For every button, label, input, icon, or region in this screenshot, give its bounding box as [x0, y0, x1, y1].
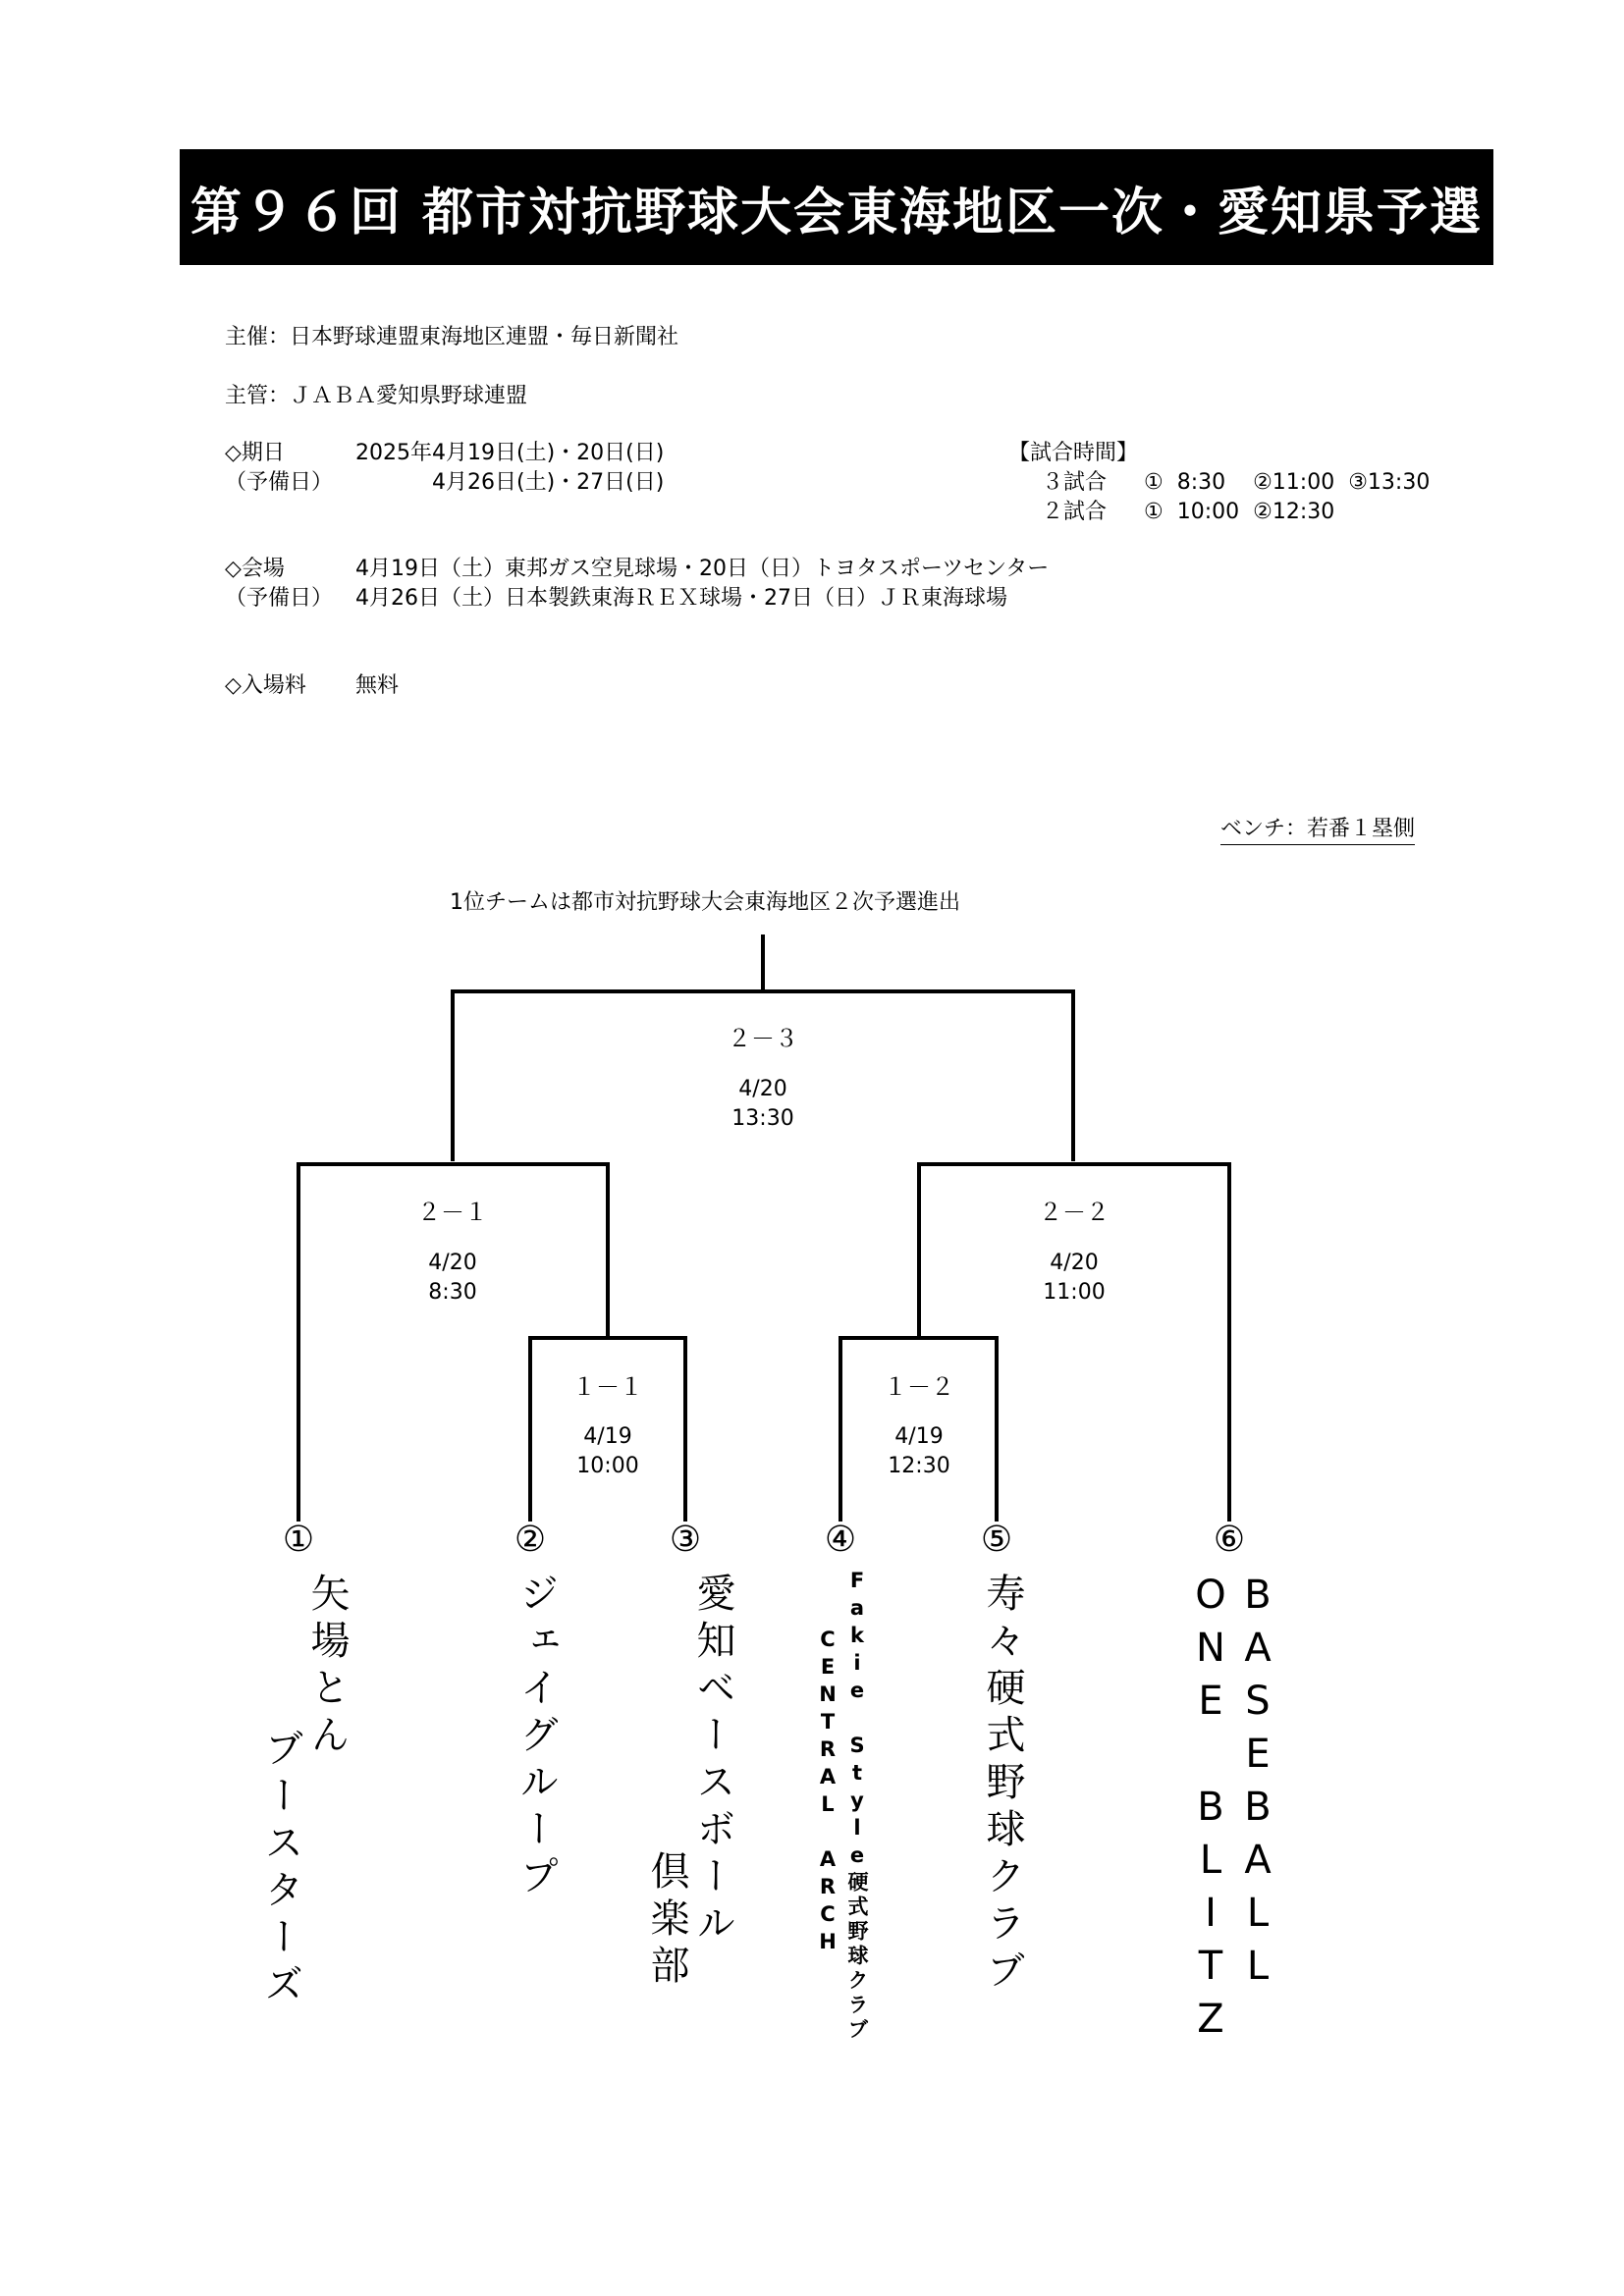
bench-note: ベンチ：若番１塁側 [1220, 812, 1415, 845]
team-4-name-line1: Fakie Style硬式野球クラブ [845, 1569, 869, 2043]
date-value: 2025年4月19日(土)・20日(日) [355, 441, 665, 465]
seed-4: ④ [824, 1520, 857, 1560]
team-3-name-line2: 倶楽部 [644, 1850, 689, 1992]
game-2-2-label: ２－２ [1039, 1199, 1110, 1226]
time-header: 【試合時間】 [1008, 441, 1139, 465]
game-1-1-label: １－１ [572, 1373, 643, 1401]
team-6-name-line1: BASEBALL [1235, 1573, 1280, 1997]
fee-value: 無料 [355, 673, 400, 698]
game-2-3-date: 4/20 [738, 1077, 787, 1101]
time-two-label: ２試合 [1042, 500, 1108, 524]
seed-6: ⑥ [1213, 1520, 1246, 1560]
team-5-name: 寿々硬式野球クラブ [980, 1573, 1025, 1997]
game-1-1-time: 10:00 [576, 1454, 639, 1478]
game-1-2-label: １－２ [884, 1373, 954, 1401]
advance-note: 1位チームは都市対抗野球大会東海地区２次予選進出 [450, 890, 960, 915]
venue-reserve-value: 4月26日（土）日本製鉄東海ＲＥＸ球場・27日（日）ＪＲ東海球場 [355, 586, 1007, 611]
seed-1: ① [282, 1520, 315, 1560]
manager-text: 主管：ＪＡＢＡ愛知県野球連盟 [225, 384, 528, 408]
game-2-1-time: 8:30 [428, 1280, 477, 1305]
game-2-3-time: 13:30 [731, 1106, 794, 1131]
team-3-name-line1: 愛知ベースボール [690, 1573, 735, 1949]
fee-label: ◇入場料 [225, 673, 306, 698]
seed-2: ② [514, 1520, 547, 1560]
time-three-values: ① 8:30 ②11:00 ③13:30 [1144, 470, 1431, 495]
time-three-label: ３試合 [1042, 470, 1108, 495]
venue-value: 4月19日（土）東邦ガス空見球場・20日（日）トヨタスポーツセンター [355, 557, 1050, 581]
game-2-3-label: ２－３ [728, 1025, 798, 1052]
seed-5: ⑤ [980, 1520, 1013, 1560]
team-1-name-line1: 矢場とん [304, 1573, 350, 1761]
game-2-1-date: 4/20 [428, 1251, 477, 1275]
team-1-name-line2: ブースターズ [258, 1728, 303, 2010]
date-label: ◇期日 [225, 441, 285, 465]
game-2-2-date: 4/20 [1050, 1251, 1099, 1275]
game-1-2-time: 12:30 [888, 1454, 950, 1478]
game-1-1-date: 4/19 [583, 1424, 632, 1449]
page-title: 第９６回 都市対抗野球大会東海地区一次・愛知県予選 [180, 149, 1493, 265]
team-2-name: ジェイグループ [514, 1573, 559, 1902]
game-2-1-label: ２－１ [417, 1199, 488, 1226]
game-1-2-date: 4/19 [894, 1424, 944, 1449]
team-6-name-line2: ONE BLITZ [1188, 1573, 1233, 2050]
reserve-value: 4月26日(土)・27日(日) [432, 470, 665, 495]
seed-3: ③ [669, 1520, 702, 1560]
game-2-2-time: 11:00 [1043, 1280, 1106, 1305]
reserve-label: （予備日） [225, 470, 334, 495]
time-two-values: ① 10:00 ②12:30 [1144, 500, 1335, 524]
venue-reserve-label: （予備日） [225, 586, 334, 611]
team-4-name-line2: CENTRAL ARCH [816, 1628, 839, 1957]
venue-label: ◇会場 [225, 557, 285, 581]
organizer-text: 主催：日本野球連盟東海地区連盟・毎日新聞社 [225, 325, 679, 349]
